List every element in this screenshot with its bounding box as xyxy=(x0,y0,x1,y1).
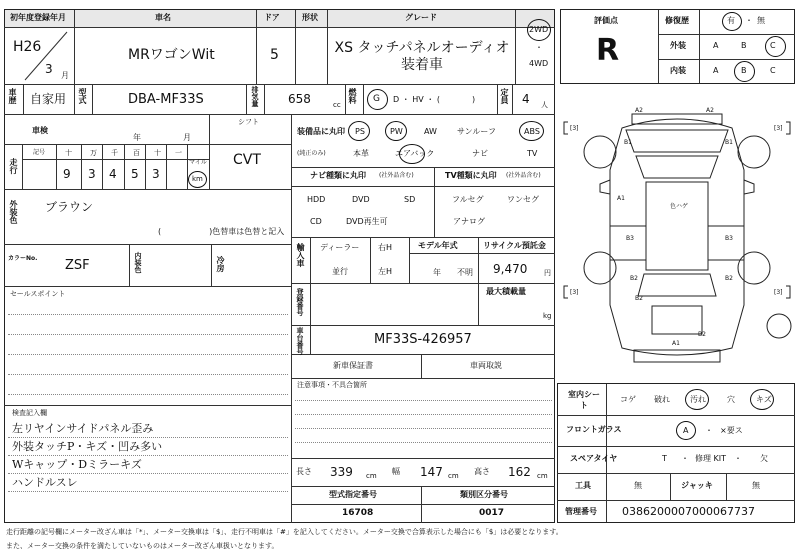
notes-rule xyxy=(8,455,288,456)
displacement-unit: cc xyxy=(333,101,341,109)
km-label: km xyxy=(192,175,203,183)
notes-rule xyxy=(8,491,288,492)
digit-header: 千 xyxy=(111,149,118,157)
warranty-label: 新車保証書 xyxy=(333,361,373,370)
damage-label: A1 xyxy=(672,340,680,347)
parallel: 並行 xyxy=(332,267,348,276)
model-year-label: モデル年式 xyxy=(418,241,458,250)
exterior-grade-option: B xyxy=(741,41,747,50)
color-change-note: ( )色替車は色替と記入 xyxy=(158,227,285,236)
mgmt-label: 管理番号 xyxy=(565,507,597,516)
seat-item: 穴 xyxy=(727,395,735,404)
damage-label: B1 xyxy=(624,139,632,146)
equipment-item: エアバック xyxy=(395,149,435,158)
nav-item: SD xyxy=(404,195,416,204)
repair-label: 修復歴 xyxy=(665,16,689,25)
glass-label: フロントガラス xyxy=(566,425,622,434)
equipment-label: 装備品に丸印 xyxy=(297,127,345,136)
spare-item: 欠 xyxy=(760,454,768,463)
equipment-item: PS xyxy=(355,127,365,136)
repair-yes: 有 xyxy=(727,16,735,25)
tv-item: アナログ xyxy=(453,217,485,226)
first-reg-month: 3 xyxy=(45,62,53,76)
max-load-label: 最大積載量 xyxy=(486,287,526,296)
length-unit: cm xyxy=(366,472,377,480)
type-no: 16708 xyxy=(342,508,374,518)
spare-item: ・ xyxy=(681,454,689,463)
seat-item: コゲ xyxy=(620,395,636,404)
nav-item: DVD再生可 xyxy=(346,217,388,226)
seat-item: キズ xyxy=(756,395,772,404)
fridge-label: 冷房 xyxy=(216,256,225,272)
shift-label: シフト xyxy=(238,118,259,126)
damage-label: 色ハゲ xyxy=(670,203,689,210)
score-label: 評価点 xyxy=(594,16,618,25)
import-label: 輸入車 xyxy=(296,243,305,267)
damage-label: B1 xyxy=(725,139,733,146)
fuel-g: G xyxy=(373,94,380,104)
color: ブラウン xyxy=(45,200,94,214)
tools-label: 工具 xyxy=(575,481,591,490)
shaken-label: 車検 xyxy=(32,126,48,135)
equipment-item: 本革 xyxy=(353,149,369,158)
digit-header: 一 xyxy=(175,149,182,157)
car-name: MRワゴンWit xyxy=(128,47,215,63)
damage-label: B3 xyxy=(725,235,733,242)
mileage-digit: 9 xyxy=(63,167,71,181)
digit-header: 百 xyxy=(133,149,140,157)
height: 162 xyxy=(508,465,531,479)
sales-point-line xyxy=(8,354,288,355)
displacement: 658 xyxy=(288,92,311,106)
reg-no-label: 登録番号 xyxy=(296,288,304,316)
nav-sub: (社外品含む) xyxy=(379,172,414,179)
damage-label: B2 xyxy=(698,331,706,338)
car-damage-diagram xyxy=(560,100,795,380)
nav-item: HDD xyxy=(307,195,326,204)
spare-item: T xyxy=(662,454,667,463)
fuel-options: D ・ HV ・ ( ) xyxy=(393,95,476,104)
shape-label: 形状 xyxy=(302,13,318,22)
recycle-label: リサイクル預託金 xyxy=(483,241,546,250)
footer-line-2: また、メーター交換の条件を満たしていないものはメーター改ざん車扱いとなります。 xyxy=(6,542,279,550)
damage-label: B2 xyxy=(635,295,643,302)
equipment-item: PW xyxy=(390,127,403,136)
exterior-grade-option: A xyxy=(713,41,719,50)
model-year-unknown: 不明 xyxy=(457,268,473,277)
car-name-label: 車名 xyxy=(155,13,171,22)
damage-label: B2 xyxy=(725,275,733,282)
notes-rule xyxy=(8,437,288,438)
airbag-circle xyxy=(399,144,425,164)
bracket-label: [3] xyxy=(774,125,783,132)
repair-no: 無 xyxy=(757,16,765,25)
class-no-label: 類別区分番号 xyxy=(460,490,508,499)
tv-sub: (社外品含む) xyxy=(506,172,541,179)
nav-item: CD xyxy=(310,217,322,226)
spare-item: ・ xyxy=(734,454,742,463)
shaken-year-unit: 年 xyxy=(133,133,141,142)
damage-label: B2 xyxy=(630,275,638,282)
first-reg-label: 初年度登録年月 xyxy=(10,13,66,22)
notes-label: 検査記入欄 xyxy=(12,409,47,417)
notes-line: 外装タッチP・キズ・凹み多い xyxy=(12,440,163,453)
mileage-digit: 3 xyxy=(88,167,96,181)
spare-item: 修理 KIT xyxy=(695,454,727,463)
usage: 自家用 xyxy=(30,92,67,106)
bracket-label: [3] xyxy=(570,289,579,296)
notes-line: ハンドルスレ xyxy=(12,476,78,489)
interior-grade-option: C xyxy=(770,66,776,75)
jack-label: ジャッキ xyxy=(681,481,713,490)
width-label: 幅 xyxy=(392,467,400,476)
sales-point-line xyxy=(8,394,288,395)
mileage-digit: 3 xyxy=(152,167,160,181)
equipment-item: ABS xyxy=(524,127,540,136)
equipment-item: サンルーフ xyxy=(457,127,496,136)
recycle-unit: 円 xyxy=(544,269,551,277)
sales-point-line xyxy=(8,314,288,315)
mileage-label: 走行 xyxy=(9,158,18,174)
length-label: 長さ xyxy=(296,467,312,476)
door-label: ドア xyxy=(264,13,280,22)
recycle: 9,470 xyxy=(493,262,528,276)
interior-color-label: 内装色 xyxy=(134,252,142,273)
left-h: 左H xyxy=(378,267,393,276)
max-load-unit: kg xyxy=(543,312,552,320)
footer-line-1: 走行距離の記号欄にメーター改ざん車は「*」、メーター交換車は「$」、走行不明車は「#」を記入してください。メーター交換で合算表示した場合にも「$」は必要となります。 xyxy=(6,528,563,536)
spare-label: スペアタイヤ xyxy=(570,454,618,463)
equipment-item: TV xyxy=(527,149,538,158)
capacity-unit: 人 xyxy=(541,101,548,109)
damage-label: A2 xyxy=(706,107,714,114)
first-reg-month-unit: 月 xyxy=(61,71,69,80)
type-no-label: 型式指定番号 xyxy=(329,490,377,499)
displacement-label: 排気量 xyxy=(251,86,259,107)
interior-grade-option: A xyxy=(713,66,719,75)
symbol-label: 記号 xyxy=(33,149,46,156)
capacity: 4 xyxy=(522,92,530,106)
caution-line xyxy=(295,442,552,443)
grade: XS タッチパネルオーディオ装着車 xyxy=(334,40,510,73)
exterior-label: 外装 xyxy=(670,41,686,50)
mileage-digit: 5 xyxy=(131,167,139,181)
jack: 無 xyxy=(752,481,760,490)
capacity-label: 定員 xyxy=(500,88,509,104)
abs-circle xyxy=(519,121,544,141)
first-reg-era: H26 xyxy=(13,39,42,55)
drive-dot: ・ xyxy=(535,43,543,52)
doors: 5 xyxy=(270,47,279,63)
interior-grade-option: B xyxy=(741,66,747,75)
tv-item: ワンセグ xyxy=(507,195,539,204)
equipment-item: ナビ xyxy=(472,149,488,158)
length: 339 xyxy=(330,465,353,479)
damage-label: A2 xyxy=(635,107,643,114)
color-label: 外装色 xyxy=(9,200,18,224)
notes-line: 左リヤインサイドパネル歪み xyxy=(12,422,154,435)
class-no: 0017 xyxy=(479,508,505,518)
digit-header: 十 xyxy=(65,149,72,157)
repair-sep: ・ xyxy=(745,16,753,25)
tools: 無 xyxy=(634,481,642,490)
glass-item: ・ xyxy=(705,426,713,435)
score: R xyxy=(596,33,620,68)
nav-label: ナビ種類に丸印 xyxy=(310,171,366,180)
ps-circle xyxy=(348,121,370,141)
bracket-label: [3] xyxy=(774,289,783,296)
shift: CVT xyxy=(233,152,261,168)
mileage-digit: 4 xyxy=(109,167,117,181)
shaken-month-unit: 月 xyxy=(183,133,191,142)
equipment-item: AW xyxy=(424,127,437,136)
mgmt: 0386200007000067737 xyxy=(622,505,755,518)
seat-label: 室内シート xyxy=(568,390,600,410)
model-year-unit: 年 xyxy=(433,268,441,277)
bracket-label: [3] xyxy=(570,125,579,132)
caution-label: 注意事項・不具合箇所 xyxy=(297,381,367,389)
height-unit: cm xyxy=(537,472,548,480)
right-h: 右H xyxy=(378,243,393,252)
dealer: ディーラー xyxy=(320,243,360,252)
sales-point-line xyxy=(8,334,288,335)
pw-circle xyxy=(385,121,407,141)
seat-item: 破れ xyxy=(654,395,670,404)
digit-header: 万 xyxy=(90,149,97,157)
grade-label: グレード xyxy=(405,13,437,22)
sales-point-line xyxy=(8,374,288,375)
glass-item: ×要ス xyxy=(720,426,743,435)
height-label: 高さ xyxy=(474,467,490,476)
caution-line xyxy=(295,428,552,429)
notes-line: Wキャップ・Dミラーキズ xyxy=(12,458,142,471)
exterior-grade-option: C xyxy=(770,41,776,50)
damage-label: A1 xyxy=(617,195,625,202)
chassis: MF33S-426957 xyxy=(374,332,472,347)
drive-4wd: 4WD xyxy=(529,59,549,68)
manual-label: 車両取説 xyxy=(470,361,502,370)
nav-item: DVD xyxy=(352,195,370,204)
chassis-label: 車台番号 xyxy=(296,327,304,355)
digit-header: 十 xyxy=(154,149,161,157)
glass-item: A xyxy=(683,426,689,435)
mile-label: マイル xyxy=(189,159,207,166)
seat-item: 汚れ xyxy=(690,395,706,404)
tv-item: フルセグ xyxy=(452,195,484,204)
model-label: 型式 xyxy=(78,88,87,104)
width: 147 xyxy=(420,465,443,479)
sales-point-label: セールスポイント xyxy=(10,290,66,298)
width-unit: cm xyxy=(448,472,459,480)
tv-label: TV種類に丸印 xyxy=(445,171,497,180)
color-no: ZSF xyxy=(65,258,90,273)
model: DBA-MF33S xyxy=(128,92,204,107)
color-no-label: カラーNo. xyxy=(8,255,38,262)
equipment-sub-label: (純正のみ) xyxy=(297,150,326,157)
fuel-label: 燃料 xyxy=(348,88,357,104)
damage-label: B3 xyxy=(626,235,634,242)
caution-line xyxy=(295,414,552,415)
notes-rule xyxy=(8,473,288,474)
caution-line xyxy=(295,400,552,401)
interior-label: 内装 xyxy=(670,66,686,75)
drive-2wd: 2WD xyxy=(529,25,549,34)
usage-label: 車歴 xyxy=(8,88,17,104)
